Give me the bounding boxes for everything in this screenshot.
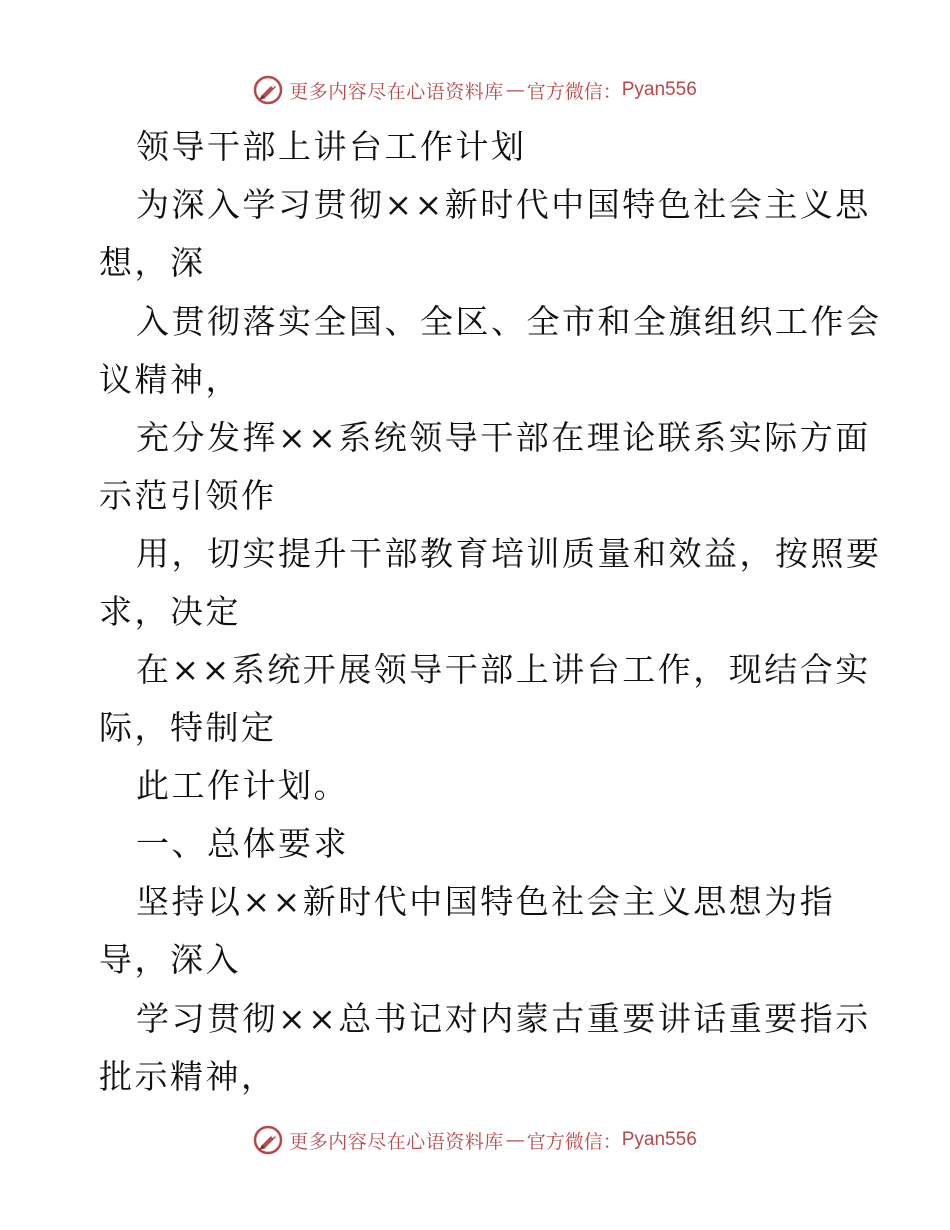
paragraph-line: 示范引领作	[99, 476, 277, 515]
paragraph-line: 想，深	[99, 243, 206, 282]
paragraph-line: 批示精神，	[99, 1057, 277, 1096]
watermark-brand: 更多内容尽在心语资料库	[289, 1130, 504, 1153]
paragraph-line: 充分发挥××系统领导干部在理论联系实际方面	[136, 418, 871, 457]
watermark-wechat-label: 官方微信：	[526, 1130, 622, 1153]
section-heading: 一、总体要求	[136, 824, 349, 863]
paragraph-line: 为深入学习贯彻××新时代中国特色社会主义思	[136, 185, 871, 224]
paragraph-line: 求，决定	[99, 592, 241, 631]
watermark-brand: 更多内容尽在心语资料库	[289, 80, 504, 103]
pen-nib-logo-icon	[253, 1125, 283, 1155]
paragraph-line: 用，切实提升干部教育培训质量和效益，按照要	[136, 534, 882, 573]
paragraph-line: 此工作计划。	[136, 766, 349, 805]
paragraph-line: 入贯彻落实全国、全区、全市和全旗组织工作会	[136, 302, 882, 341]
watermark-separator: —	[505, 79, 525, 101]
paragraph-line: 学习贯彻××总书记对内蒙古重要讲话重要指示	[136, 999, 871, 1038]
watermark-account: Pyan556	[621, 79, 697, 100]
footer-watermark	[0, 1120, 950, 1160]
paragraph-line: 际，特制定	[99, 708, 277, 747]
watermark-account: Pyan556	[621, 1129, 697, 1150]
paragraph-line: 坚持以××新时代中国特色社会主义思想为指	[136, 882, 836, 921]
paragraph-line: 议精神，	[99, 360, 241, 399]
paragraph-line: 导，深入	[99, 940, 241, 979]
paragraph-line: 在××系统开展领导干部上讲台工作，现结合实	[136, 650, 871, 689]
document-title: 领导干部上讲台工作计划	[136, 127, 527, 166]
watermark-separator: —	[505, 1129, 525, 1151]
watermark-wechat-label: 官方微信：	[526, 80, 622, 103]
